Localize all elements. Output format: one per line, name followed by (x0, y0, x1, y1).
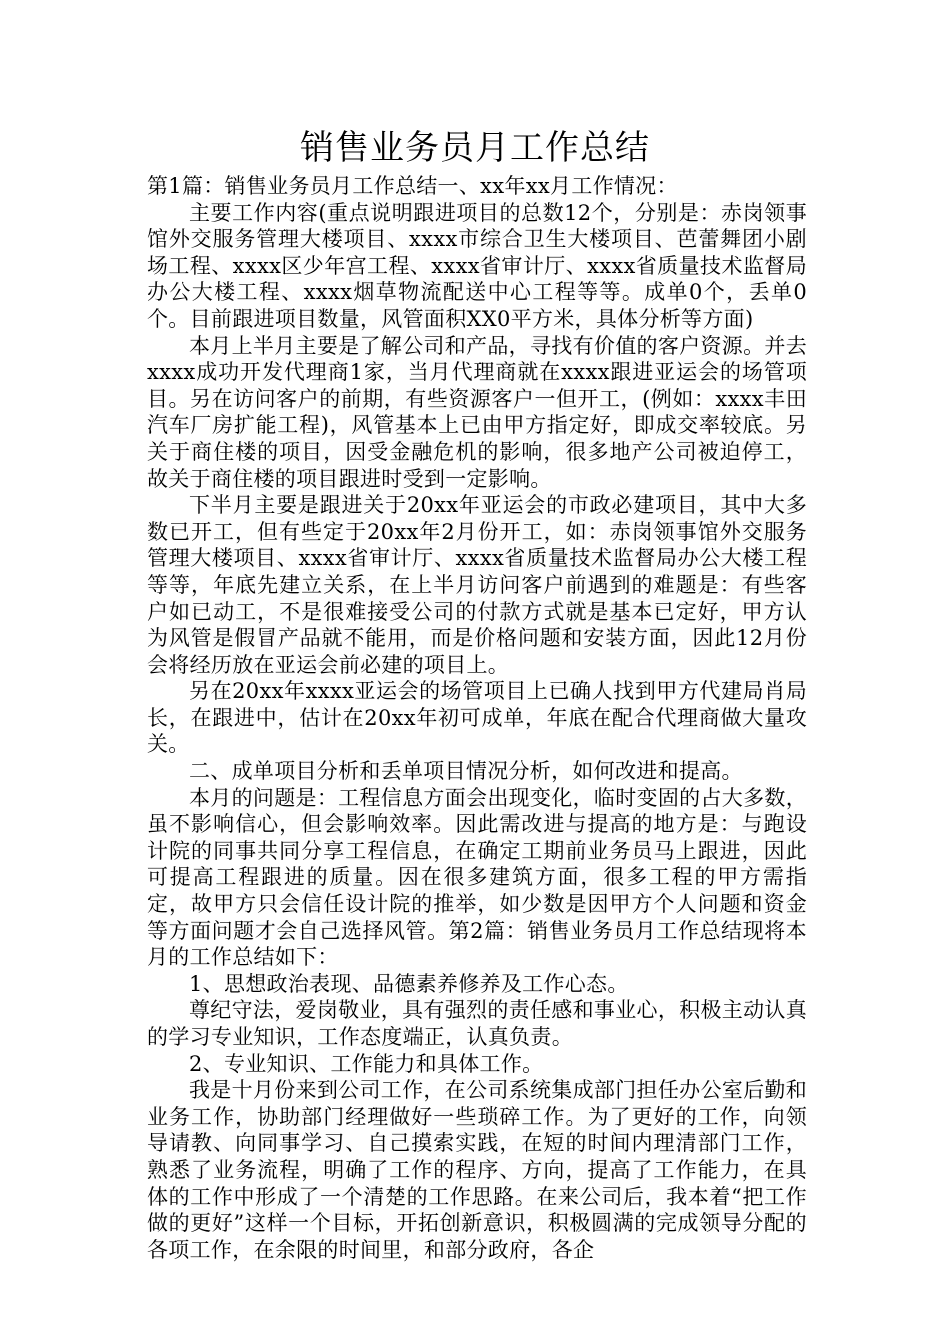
paragraph: 本月的问题是：工程信息方面会出现变化，临时变固的占大多数，虽不影响信心，但会影响效率。因此需改进与提高的地方是：与跑设计院的同事共同分享工程信息，在确定工期前业务员马上跟进，因此可提高工程跟进的质量。因在很多建筑方面，很多工程的甲方需指定，故甲方只会信任设计院的推举，如少数是因甲方个人问题和资金等方面问题才会自己选择风管。第2篇：销售业务员月工作总结现将本月的工作总结如下： (147, 785, 807, 970)
paragraph: 另在20xx年xxxx亚运会的场管项目上已确人找到甲方代建局肖局长，在跟进中，估计在20xx年初可成单，年底在配合代理商做大量攻关。 (147, 679, 807, 757)
paragraph: 第1篇：销售业务员月工作总结一、xx年xx月工作情况： (147, 174, 678, 198)
paragraph: 1、思想政治表现、品德素养修养及工作心态。 (189, 971, 629, 996)
document-body (147, 173, 807, 1263)
paragraph: 我是十月份来到公司工作，在公司系统集成部门担任办公室后勤和业务工作，协助部门经理做好一些琐碎工作。为了更好的工作，向领导请教、向同事学习、自己摸索实践，在短的时间内理清部门工作，熟悉了业务流程，明确了工作的程序、方向，提高了工作能力，在具体的工作中形成了一个清楚的工作思路。在来公司后，我本着“把工作做的更好”这样一个目标，开拓创新意识，积极圆满的完成领导分配的各项工作，在余限的时间里，和部分政府，各企 (147, 1078, 807, 1262)
paragraph: 本月上半月主要是了解公司和产品，寻找有价值的客户资源。并去xxxx成功开发代理商1家，当月代理商就在xxxx跟进亚运会的场管项目。另在访问客户的前期，有些资源客户一但开工，(例如：xxxx丰田汽车厂房扩能工程)，风管基本上已由甲方指定好，即成交率较底。另关于商住楼的项目，因受金融危机的影响，很多地产公司被迫停工，故关于商住楼的项目跟进时受到一定影响。 (147, 333, 807, 491)
document-title: 销售业务员月工作总结 (300, 128, 650, 168)
paragraph: 主要工作内容(重点说明跟进项目的总数12个，分别是：赤岗领事馆外交服务管理大楼项目、xxxx市综合卫生大楼项目、芭蕾舞团小剧场工程、xxxx区少年宫工程、xxxx省审计厅、xxxx省质量技术监督局办公大楼工程、xxxx烟草物流配送中心工程等等。成单0个，丢单0个。目前跟进项目数量，风管面积XX0平方米，具体分析等方面) (147, 200, 807, 331)
paragraph: 下半月主要是跟进关于20xx年亚运会的市政必建项目，其中大多数已开工，但有些定于20xx年2月份开工，如：赤岗领事馆外交服务管理大楼项目、xxxx省审计厅、xxxx省质量技术监督局办公大楼工程等等，年底先建立关系，在上半月访问客户前遇到的难题是：有些客户如已动工，不是很难接受公司的付款方式就是基本已定好，甲方认为风管是假冒产品就不能用，而是价格问题和安装方面，因此12月份会将经历放在亚运会前必建的项目上。 (147, 493, 807, 677)
paragraph: 尊纪守法，爱岗敬业，具有强烈的责任感和事业心，积极主动认真的学习专业知识，工作态度端正，认真负责。 (147, 998, 807, 1049)
paragraph: 二、成单项目分析和丢单项目情况分析，如何改进和提高。 (189, 759, 743, 784)
paragraph: 2、专业知识、工作能力和具体工作。 (189, 1051, 544, 1076)
